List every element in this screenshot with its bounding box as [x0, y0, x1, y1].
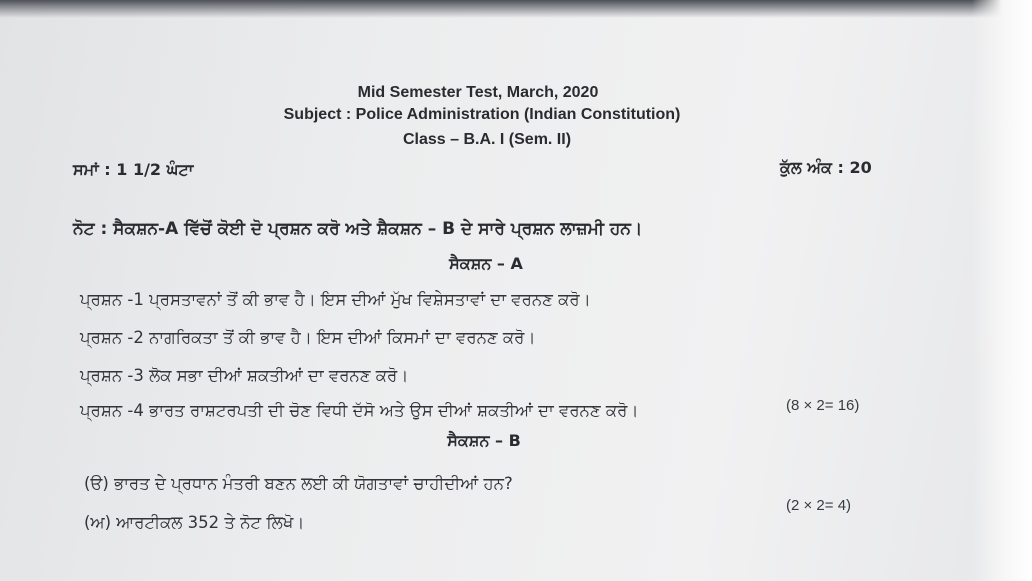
exam-title: Mid Semester Test, March, 2020 — [357, 84, 599, 101]
section-b-marks: (2 × 2= 4) — [786, 497, 852, 514]
section-a-heading: ਸੈਕਸ਼ਨ – A — [449, 254, 523, 273]
exam-note: ਨੋਟ : ਸੈਕਸ਼ਨ-A ਵਿੱਚੋਂ ਕੋਈ ਦੋ ਪ੍ਰਸ਼ਨ ਕਰੋ ਅਤੇ ਸ਼ੈਕਸ਼ਨ – B ਦੇ ਸਾਰੇ ਪ੍ਰਸ਼ਨ ਲਾਜ਼ਮੀ ਹਨ। — [73, 219, 643, 239]
section-b-heading: ਸੈਕਸ਼ਨ – B — [447, 431, 521, 450]
top-shadow — [0, 0, 1032, 18]
section-a-marks: (8 × 2= 16) — [786, 397, 860, 414]
paper-edge-highlight — [972, 0, 1032, 581]
exam-class: Class – B.A. I (Sem. II) — [402, 131, 572, 148]
question-2: ਪ੍ਰਸ਼ਨ -2 ਨਾਗਰਿਕਤਾ ਤੋਂ ਕੀ ਭਾਵ ਹੈ। ਇਸ ਦੀਆਂ ਕਿਸਮਾਂ ਦਾ ਵਰਨਣ ਕਰੋ। — [80, 328, 536, 347]
question-4: ਪ੍ਰਸ਼ਨ -4 ਭਾਰਤ ਰਾਸ਼ਟਰਪਤੀ ਦੀ ਚੋਣ ਵਿਧੀ ਦੱਸੋ ਅਤੇ ਉਸ ਦੀਆਂ ਸ਼ਕਤੀਆਂ ਦਾ ਵਰਨਣ ਕਰੋ। — [80, 401, 639, 420]
question-b-a: (ੳ) ਭਾਰਤ ਦੇ ਪ੍ਰਧਾਨ ਮੰਤਰੀ ਬਣਨ ਲਈ ਕੀ ਯੋਗਤਾਵਾਂ ਚਾਹੀਦੀਆਂ ਹਨ? — [84, 474, 513, 493]
question-3: ਪ੍ਰਸ਼ਨ -3 ਲੋਕ ਸਭਾ ਦੀਆਂ ਸ਼ਕਤੀਆਂ ਦਾ ਵਰਨਣ ਕਰੋ। — [80, 366, 409, 385]
exam-subject: Subject : Police Administration (Indian Constitution) — [283, 106, 681, 123]
question-b-b: (ਅ) ਆਰਟੀਕਲ 352 ਤੇ ਨੋਟ ਲਿਖੋ। — [84, 513, 305, 532]
exam-time: ਸਮਾਂ : 1 1/2 ਘੰਟਾ — [73, 160, 194, 179]
exam-total-marks: ਕੁੱਲ ਅੰਕ : 20 — [780, 158, 872, 177]
question-1: ਪ੍ਰਸ਼ਨ -1 ਪ੍ਰਸਤਾਵਨਾਂ ਤੋਂ ਕੀ ਭਾਵ ਹੈ। ਇਸ ਦੀਆਂ ਮੁੱਖ ਵਿਸ਼ੇਸਤਾਵਾਂ ਦਾ ਵਰਨਣ ਕਰੋ। — [80, 290, 591, 309]
